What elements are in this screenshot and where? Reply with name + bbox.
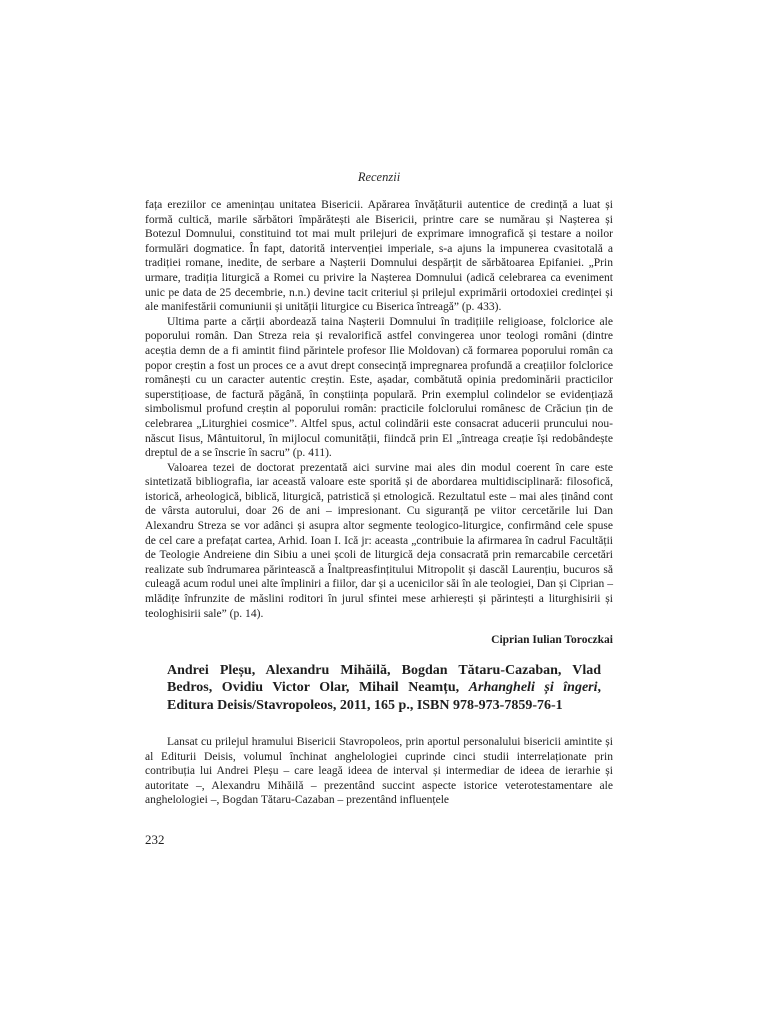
citation-authors: Andrei Pleșu, Alexandru Mihăilă, Bogdan Tătaru-Cazaban, Vlad Bedros, Ovidiu Victor Olar, Mihail Neamțu, (167, 662, 601, 696)
paragraph-review-opening: Lansat cu prilejul hramului Bisericii Stavropoleos, prin aportul personalului bisericii amintite și al Editurii Deisis, volumul închinat anghelologiei cuprinde cinci studii interrelaționate prin contribuția lui Andrei Pleșu – care leagă ideea de interval și intermediar de ideea de ierarhie și autoritate –, Alexandru Mihăilă – prezentând succint aspecte istorice veterotestamentare ale anghelologiei –, Bogdan Tătaru-Cazaban – prezentând influențele (145, 736, 613, 807)
running-header: Recenzii (357, 170, 401, 184)
review-signature: Ciprian Iulian Toroczkai (491, 634, 613, 647)
citation-title: Arhangheli și îngeri (468, 680, 598, 696)
text-column (145, 198, 613, 808)
paragraph-evaluation: Valoarea tezei de doctorat prezentată aici survine mai ales din modul coerent în care este sintetizată bibliografia, iar această valoare este sporită și de abordarea multidisciplinară: filosofică, istorică, arheologică, biblică, liturgică, patristică și etnologică. Rezultatul este – mai ales ținând cont de vârsta autorului, doar 26 de ani – impresionant. Cu siguranță pe viitor cercetările lui Dan Alexandru Streza se vor adânci și asupra altor segmente teologico-liturgice, confirmând cele spuse de cel care a prefațat cartea, Arhid. Ioan I. Ică jr: aceasta „contribuie la afirmarea în cadrul Facultății de Teologie Andreiene din Sibiu a unei școli de liturgică deja consacrată prin remarcabile cercetări realizate sub îndrumarea părintească a Înaltpreasfințitului Mitropolit și dascăl Laurențiu, bucuros să culeagă acum rodul unei alte împliniri a fiilor, dar și a ucenicilor săi în ale teologiei, Dan și Ciprian – mlădițe înfrunzite de măslini roditori în jurul sfintei mese arhierești și părintești a liturghisirii și teologhisirii sale” (p. 14). (145, 461, 613, 620)
paragraph-folklore: Ultima parte a cărții abordează taina Nașterii Domnului în tradițiile religioase, folclorice ale poporului român. Dan Streza reia și revalorifică astfel convingerea unor teologi români (dintre aceștia demn de a fi amintit fiind părintele profesor Ilie Moldovan) că formarea poporului român ca popor creștin a fost un proces ce a avut drept consecință impregnarea profundă a creațiilor folclorice românești cu un caracter autentic creștin. Este, așadar, combătută opinia predominării practicilor superstițioase, de factură păgână, în conștiința populară. Prin exemplul colindelor se evidențiază simbolismul profund creștin al poporului român: practicile folclorului românesc de Crăciun țin de celebrarea „Liturghiei cosmice”. Altfel spus, actul colindării este consacrat aducerii pruncului nou-născut Iisus, Mântuitorul, în mijlocul comunității, fiindcă prin El „întreaga creație își redobândește dreptul de a se înscrie în sacru” (p. 411). (145, 315, 613, 460)
paragraph-continuation: fața ereziilor ce amenințau unitatea Bisericii. Apărarea învățăturii autentice de credință a luat și formă cultică, marile sărbători împărătești ale Bisericii, printre care se numărau și Nașterea și Botezul Domnului, constituind tot mai mult prilejuri de exprimare imnografică și testare a noilor formulări dogmatice. În fapt, datorită intervenției imperiale, s-a ajuns la impunerea cvasitotală a tradiției romane, inedite, de serbare a Nașterii Domnului despărțit de sărbătoarea Epifaniei. „Prin urmare, tradiția liturgică a Romei cu privire la Nașterea Domnului (adică celebrarea ca eveniment unic pe data de 25 decembrie, n.n.) devine tacit criteriul și prilejul exprimării ortodoxiei credinței și ale manifestării comuniunii și unității liturgice cu Biserica întreagă” (p. 433). (145, 199, 613, 314)
page-number: 232 (145, 832, 165, 847)
citation-publisher: , Editura Deisis/Stavropoleos, 2011, 165 p., ISBN 978-973-7859-76-1 (167, 680, 602, 713)
book-citation (145, 662, 613, 714)
